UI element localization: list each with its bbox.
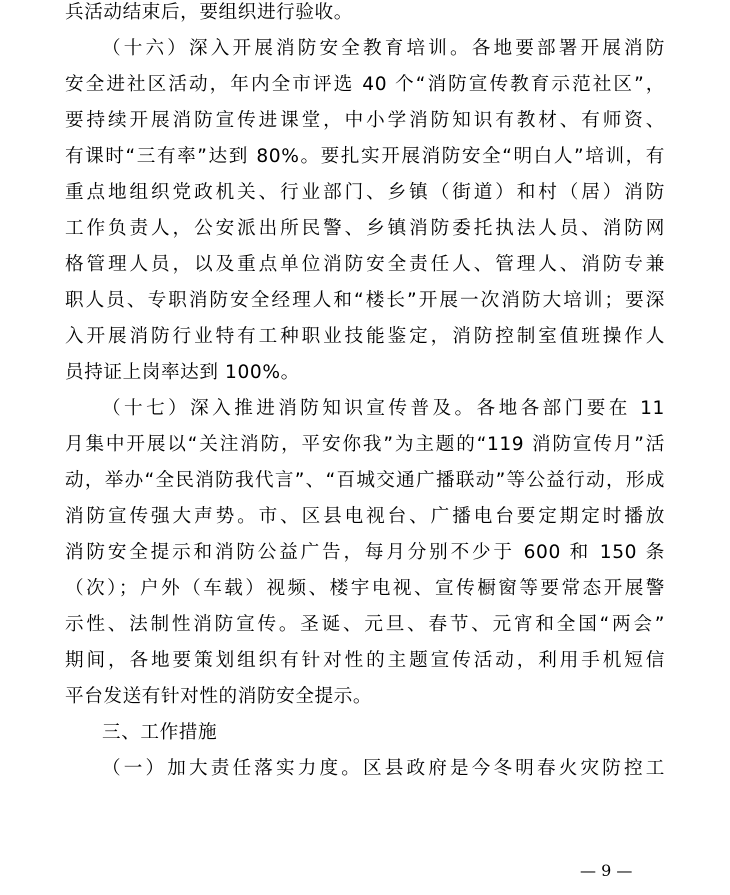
paragraph-line-11: 员持证上岗率达到 100%。 [65, 362, 300, 383]
section-heading: 三、工作措施 [102, 722, 218, 743]
paragraph-line-8: 格管理人员，以及重点单位消防安全责任人、管理人、消防专兼 [65, 254, 665, 275]
paragraph-line-17: （次）；户外（车载）视频、楼宇电视、宣传橱窗等要常态开展警 [65, 578, 665, 599]
paragraph-line-10: 入开展消防行业特有工种职业技能鉴定，消防控制室值班操作人 [65, 326, 665, 347]
paragraph-line-22: （一）加大责任落实力度。区县政府是今冬明春火灾防控工 [102, 758, 665, 779]
paragraph-line-13: 月集中开展以“关注消防，平安你我”为主题的“119 消防宣传月”活 [65, 434, 665, 455]
page-number: — 9 — [580, 861, 633, 880]
paragraph-line-15: 消防宣传强大声势。市、区县电视台、广播电台要定期定时播放 [65, 506, 665, 527]
paragraph-line-18: 示性、法制性消防宣传。圣诞、元旦、春节、元宵和全国“两会” [65, 614, 665, 635]
paragraph-line-2: （十六）深入开展消防安全教育培训。各地要部署开展消防 [102, 38, 665, 59]
paragraph-line-5: 有课时“三有率”达到 80%。要扎实开展消防安全“明白人”培训，有 [65, 146, 665, 167]
paragraph-line-20: 平台发送有针对性的消防安全提示。 [65, 686, 373, 707]
paragraph-line-19: 期间，各地要策划组织有针对性的主题宣传活动，利用手机短信 [65, 650, 665, 671]
paragraph-line-6: 重点地组织党政机关、行业部门、乡镇（街道）和村（居）消防 [65, 182, 665, 203]
paragraph-line-1: 兵活动结束后，要组织进行验收。 [65, 2, 353, 23]
paragraph-line-3: 安全进社区活动，年内全市评选 40 个“消防宣传教育示范社区”， [65, 74, 665, 95]
paragraph-line-14: 动，举办“全民消防我代言”、“百城交通广播联动”等公益行动，形成 [65, 470, 665, 491]
paragraph-line-7: 工作负责人，公安派出所民警、乡镇消防委托执法人员、消防网 [65, 218, 665, 239]
paragraph-line-4: 要持续开展消防宣传进课堂，中小学消防知识有教材、有师资、 [65, 110, 665, 131]
paragraph-line-12: （十七）深入推进消防知识宣传普及。各地各部门要在 11 [102, 398, 665, 419]
paragraph-line-16: 消防安全提示和消防公益广告，每月分别不少于 600 和 150 条 [65, 542, 666, 563]
paragraph-line-9: 职人员、专职消防安全经理人和“楼长”开展一次消防大培训；要深 [65, 290, 665, 311]
